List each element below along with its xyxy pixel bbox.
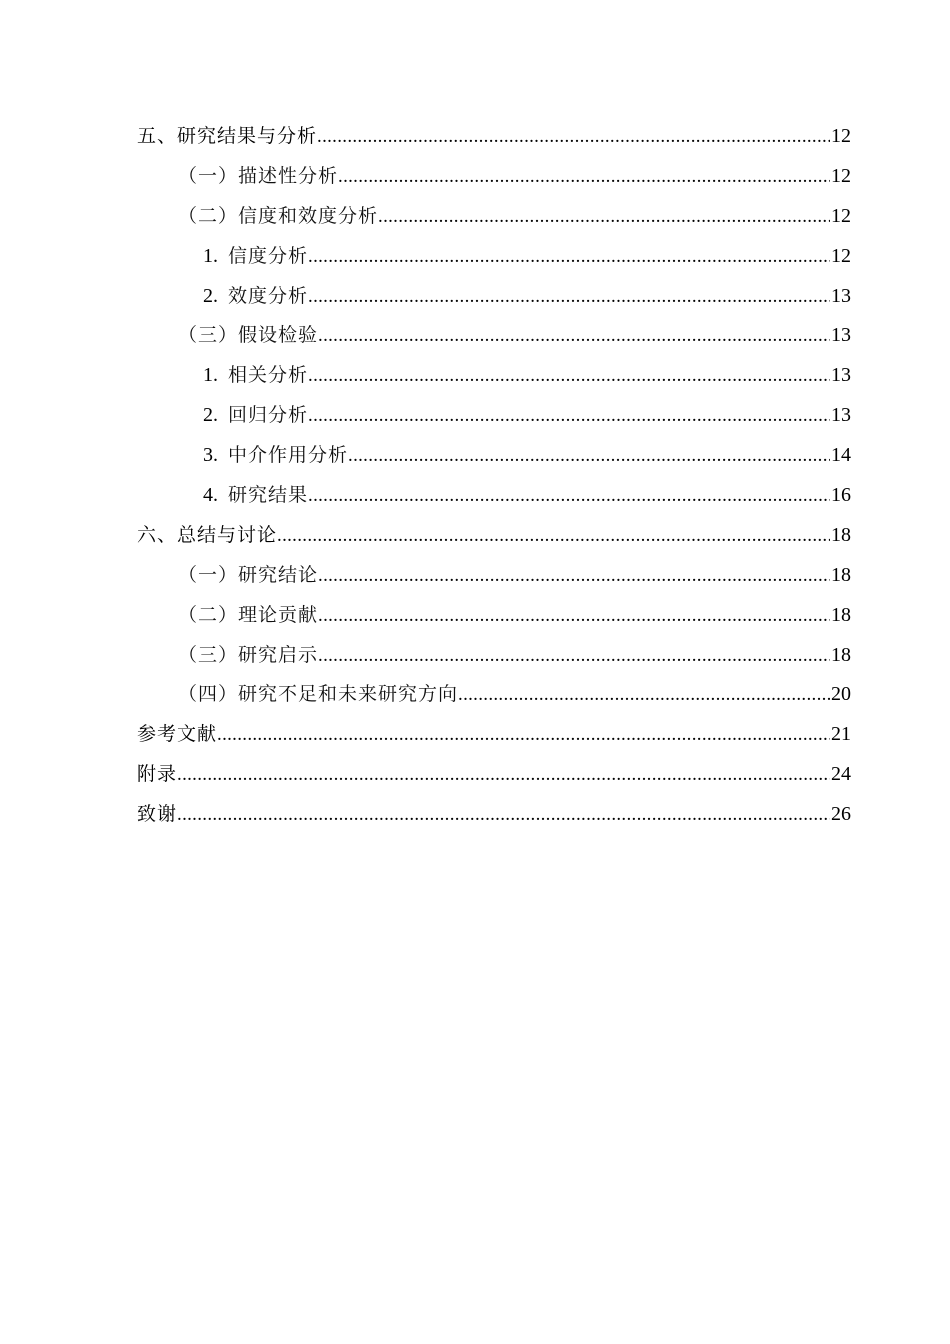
toc-entry[interactable] <box>137 795 851 835</box>
toc-leader-dots <box>378 197 830 237</box>
toc-entry-page: 18 <box>831 523 851 546</box>
toc-entry[interactable] <box>137 755 851 795</box>
toc-entry-page: 26 <box>831 803 851 826</box>
toc-leader-dots <box>348 436 830 476</box>
toc-entry-page: 18 <box>831 563 851 586</box>
toc-entry-page: 12 <box>831 164 851 187</box>
toc-entry-title: 致谢 <box>137 803 178 826</box>
toc-entry-page: 12 <box>831 244 851 267</box>
toc-entry[interactable] <box>137 636 851 676</box>
toc-leader-dots <box>317 117 830 157</box>
toc-entry-page: 24 <box>831 763 851 786</box>
toc-leader-dots <box>458 675 830 715</box>
toc-entry-title: 研究结果 <box>228 484 309 507</box>
toc-leader-dots <box>308 237 830 277</box>
toc-entry[interactable] <box>137 396 851 436</box>
toc-entry[interactable] <box>137 157 851 197</box>
toc-entry-page: 13 <box>831 404 851 427</box>
toc-entry[interactable] <box>137 197 851 237</box>
toc-leader-dots <box>308 476 830 516</box>
toc-entry[interactable] <box>137 356 851 396</box>
toc-entry-title: 信度分析 <box>228 244 309 267</box>
toc-entry-title: 回归分析 <box>228 404 309 427</box>
toc-entry-number: 1. <box>203 364 218 387</box>
toc-entry[interactable] <box>137 117 851 157</box>
toc-entry[interactable] <box>137 516 851 556</box>
toc-leader-dots <box>318 596 830 636</box>
toc-leader-dots <box>217 715 830 755</box>
toc-entry-title: （三）假设检验 <box>178 324 319 347</box>
toc-entry[interactable] <box>137 476 851 516</box>
toc-entry-title: （二）信度和效度分析 <box>178 204 379 227</box>
toc-entry-number: 2. <box>203 284 218 307</box>
toc-entry[interactable] <box>137 436 851 476</box>
toc-leader-dots <box>308 356 830 396</box>
toc-entry-number: 4. <box>203 484 218 507</box>
toc-entry-number: 2. <box>203 404 218 427</box>
toc-entry[interactable] <box>137 556 851 596</box>
toc-entry-page: 13 <box>831 324 851 347</box>
toc-entry-title: 参考文献 <box>137 723 218 746</box>
toc-entry[interactable] <box>137 596 851 636</box>
toc-entry-number: 1. <box>203 244 218 267</box>
toc-entry-page: 16 <box>831 484 851 507</box>
toc-entry[interactable] <box>137 715 851 755</box>
toc-entry-page: 14 <box>831 444 851 467</box>
toc-leader-dots <box>318 556 830 596</box>
toc-entry-title: 附录 <box>137 763 178 786</box>
toc-entry[interactable] <box>137 277 851 317</box>
toc-entry-page: 13 <box>831 364 851 387</box>
toc-entry-title: 五、研究结果与分析 <box>137 125 318 147</box>
toc-entry-page: 12 <box>831 125 851 147</box>
toc-entry-title: （四）研究不足和未来研究方向 <box>178 683 459 706</box>
toc-leader-dots <box>318 316 830 356</box>
toc-leader-dots <box>177 755 830 795</box>
toc-leader-dots <box>308 396 830 436</box>
toc-entry-page: 13 <box>831 284 851 307</box>
toc-entry-title: 六、总结与讨论 <box>137 523 278 546</box>
toc-entry-title: （三）研究启示 <box>178 643 319 666</box>
toc-entry-page: 20 <box>831 683 851 706</box>
toc-entry-title: （一）研究结论 <box>178 563 319 586</box>
toc-leader-dots <box>277 516 830 556</box>
toc-entry-title: 效度分析 <box>228 284 309 307</box>
toc-leader-dots <box>177 795 830 835</box>
toc-entry-title: 相关分析 <box>228 364 309 387</box>
toc-entry-page: 21 <box>831 723 851 746</box>
toc-entry-page: 12 <box>831 204 851 227</box>
toc-entry-title: （一）描述性分析 <box>178 164 339 187</box>
toc-entry-title: 中介作用分析 <box>228 444 349 467</box>
toc-entry-page: 18 <box>831 643 851 666</box>
toc-leader-dots <box>318 636 830 676</box>
toc-entry-title: （二）理论贡献 <box>178 603 319 626</box>
table-of-contents <box>137 117 851 835</box>
toc-leader-dots <box>308 277 830 317</box>
toc-entry-number: 3. <box>203 444 218 467</box>
toc-entry[interactable] <box>137 316 851 356</box>
toc-entry[interactable] <box>137 675 851 715</box>
toc-leader-dots <box>338 157 830 197</box>
toc-entry-page: 18 <box>831 603 851 626</box>
toc-entry[interactable] <box>137 237 851 277</box>
